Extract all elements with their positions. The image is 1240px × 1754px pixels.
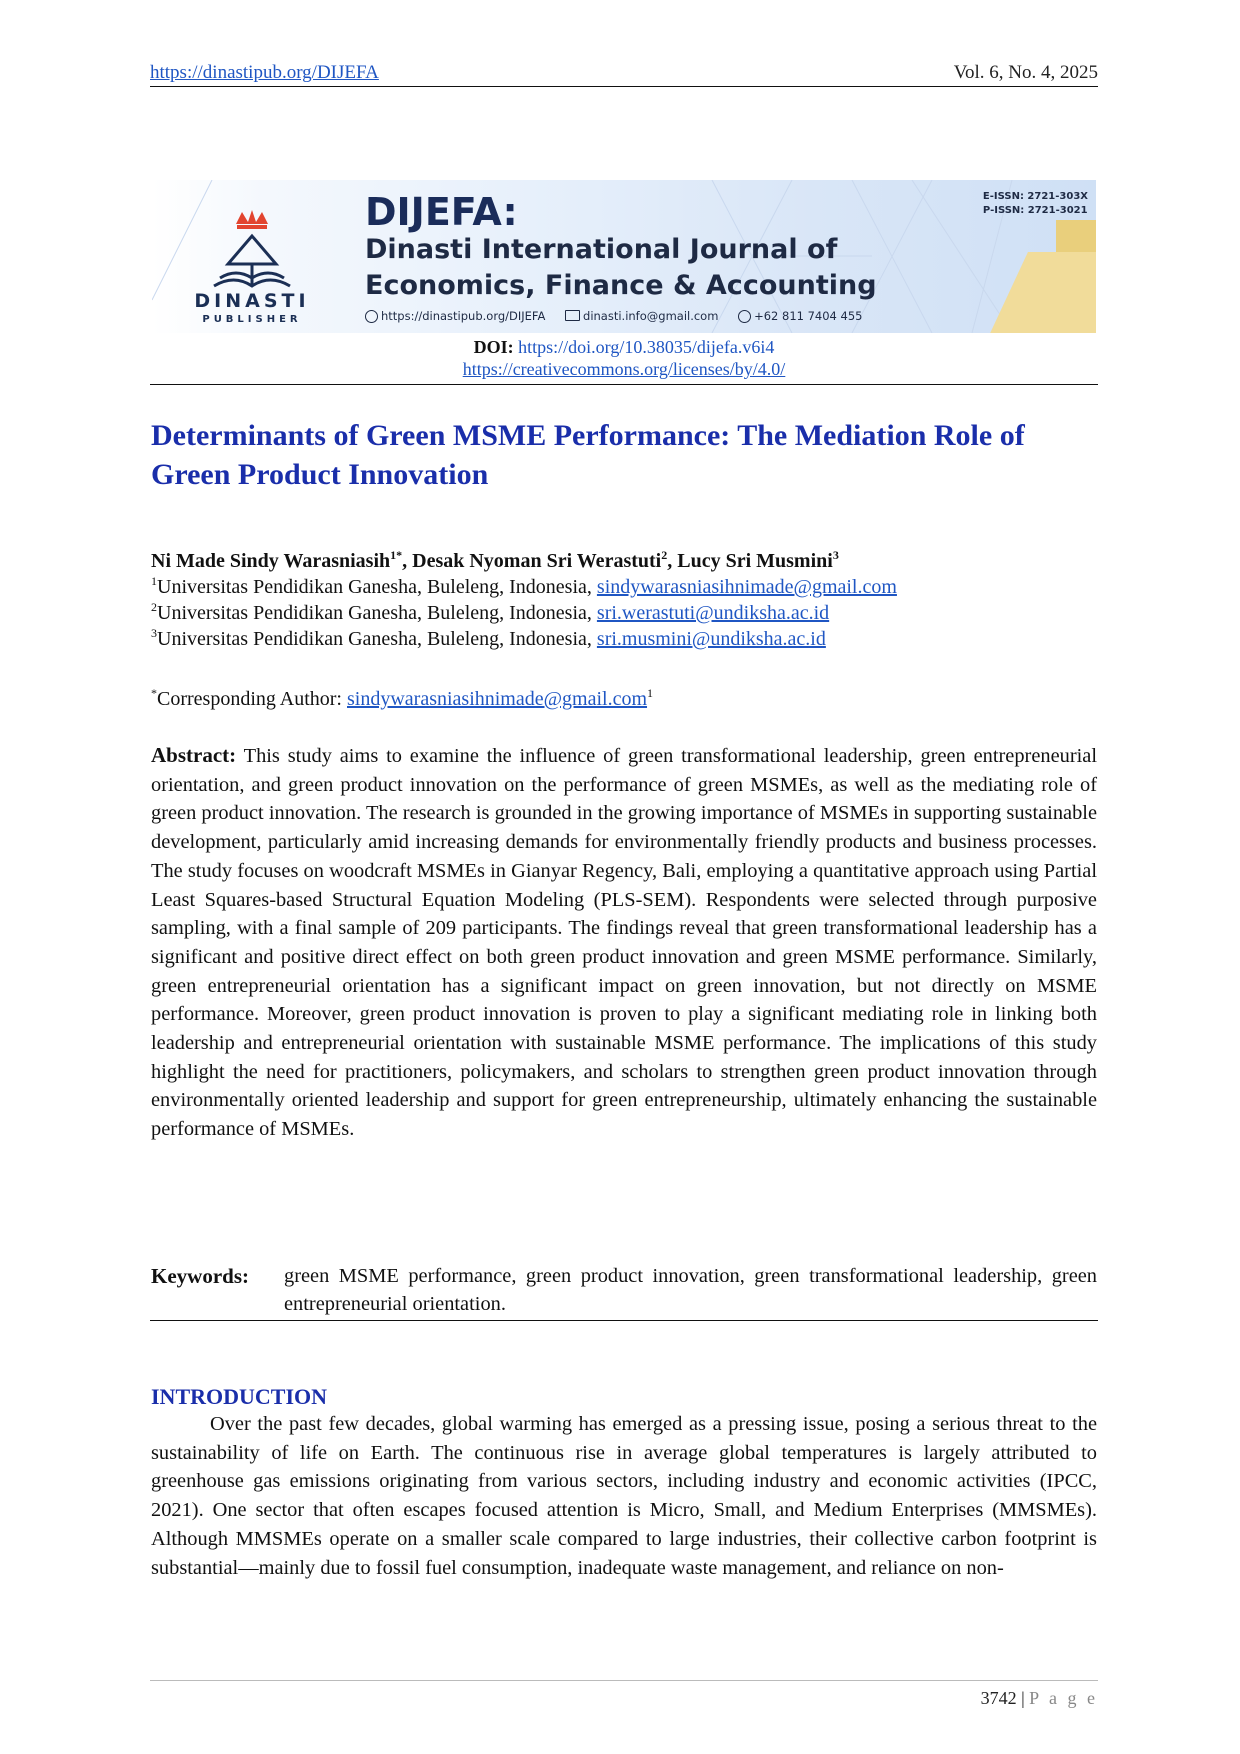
journal-url-link[interactable]: https://dinastipub.org/DIJEFA <box>150 62 379 83</box>
journal-name-line2: Economics, Finance & Accounting <box>365 270 877 301</box>
doi-label: DOI: <box>473 337 514 357</box>
header-rule <box>150 86 1098 87</box>
introduction-paragraph: Over the past few decades, global warming has emerged as a pressing issue, posing a serious threat to the sustainability of life on Earth. The continuous rise in average global temperatures is largely attributed to greenhouse gas emissions originating from various sectors, including industry and economic activities (IPCC, 2021). One sector that often escapes focused attention is Micro, Small, and Medium Enterprises (MMSMEs). Although MMSMEs operate on a smaller scale compared to large industries, their collective carbon footprint is substantial—mainly due to fossil fuel consumption, inadequate waste management, and reliance on non- <box>151 1413 1097 1579</box>
phone-icon <box>738 310 751 323</box>
affiliation-3: $^3$Universitas Pendidikan Ganesha, Buleleng, Indonesia, sri.musmini@undiksha.ac.id <box>151 626 826 650</box>
author-2: , Desak Nyoman Sri Werastuti <box>402 550 662 572</box>
p-issn: P-ISSN: 2721-3021 <box>982 205 1088 216</box>
banner-email: dinasti.info@gmail.com <box>583 309 719 323</box>
keywords-rule <box>150 1320 1098 1321</box>
page-footer <box>981 1688 1098 1709</box>
affiliation-1-email[interactable]: sindywarasniasihnimade@gmail.com <box>596 576 897 598</box>
doi-rule <box>150 384 1098 385</box>
issn-block <box>983 190 1088 218</box>
footer-separator: | <box>1021 1688 1025 1708</box>
author-2-sup: 2 <box>661 548 668 562</box>
author-1: Ni Made Sindy Warasniasih <box>151 550 391 572</box>
author-1-sup: 1* <box>390 548 403 562</box>
journal-abbreviation: DIJEFA: <box>365 190 518 234</box>
banner-web: https://dinastipub.org/DIJEFA <box>381 309 546 323</box>
paper-title: Determinants of Green MSME Performance: The Mediation Role of Green Product Innovation <box>151 419 1025 491</box>
affiliation-2: $^2$Universitas Pendidikan Ganesha, Buleleng, Indonesia, sri.werastuti@undiksha.ac.id <box>151 600 830 624</box>
affiliation-3-email[interactable]: sri.musmini@undiksha.ac.id <box>596 628 826 650</box>
corresponding-email[interactable]: sindywarasniasihnimade@gmail.com <box>347 688 648 710</box>
banner-phone: +62 811 7404 455 <box>754 309 863 323</box>
keywords-label: Keywords: <box>151 1264 249 1288</box>
logo-subtitle: PUBLISHER <box>202 314 302 325</box>
journal-banner <box>152 180 1096 333</box>
author-list <box>151 548 1101 574</box>
footer-rule <box>150 1680 1098 1681</box>
e-issn: E-ISSN: 2721-303X <box>982 191 1088 202</box>
keywords-text: green MSME performance, green product innovation, green transformational leadership, green entrepreneurial orientation. <box>284 1265 1097 1315</box>
introduction-heading: INTRODUCTION <box>151 1384 328 1409</box>
doi-block <box>150 336 1098 380</box>
author-3-sup: 3 <box>832 548 839 562</box>
mail-icon <box>565 310 580 321</box>
abstract-label: Abstract: <box>151 743 237 767</box>
volume-info: Vol. 6, No. 4, 2025 <box>953 62 1098 83</box>
banner-contact-row <box>365 309 878 323</box>
running-header <box>150 62 1098 86</box>
globe-icon <box>365 310 378 323</box>
corresponding-author: *Corresponding Author: sindywarasniasihnimade@gmail.com$^1$ <box>151 686 654 710</box>
affiliation-2-email[interactable]: sri.werastuti@undiksha.ac.id <box>596 602 830 624</box>
abstract-text: This study aims to examine the influence of green transformational leadership, green entrepreneurial orientation, and green product innovation on the performance of green MSMEs, as well as the mediating role of green product innovation. The research is grounded in the growing importance of MSMEs in supporting sustainable development, particularly amid increasing demands for environmentally friendly products and business processes. The study focuses on woodcraft MSMEs in Gianyar Regency, Bali, employing a quantitative approach using Partial Least Squares-based Structural Equation Modeling (PLS-SEM). Respondents were selected through purposive sampling, with a final sample of 209 participants. The findings reveal that green transformational leadership has a significant and positive direct effect on both green product innovation and green MSME performance. Similarly, green entrepreneurial orientation has a significant impact on green innovation, but not directly on MSME performance. Moreover, green product innovation is proven to play a significant mediating role in linking both leadership and entrepreneurial orientation with sustainable MSME performance. The implications of this study highlight the need for practitioners, policymakers, and scholars to strengthen green product innovation through environmentally oriented leadership and support for green entrepreneurship, ultimately enhancing the sustainable performance of MSMEs. <box>151 745 1097 1141</box>
doi-link[interactable]: https://doi.org/10.38035/dijefa.v6i4 <box>518 337 775 357</box>
affiliation-1: $^1$Universitas Pendidikan Ganesha, Buleleng, Indonesia, sindywarasniasihnimade@gmail.com <box>151 574 897 598</box>
logo-name: DINASTI <box>194 290 310 312</box>
license-link[interactable]: https://creativecommons.org/licenses/by/4.0/ <box>462 359 786 379</box>
page-number: 3742 <box>980 1688 1017 1708</box>
author-3: , Lucy Sri Musmini <box>667 550 833 572</box>
journal-name-line1: Dinasti International Journal of <box>365 234 838 265</box>
page-label: P a g e <box>1029 1688 1098 1708</box>
abstract <box>151 741 1097 1144</box>
